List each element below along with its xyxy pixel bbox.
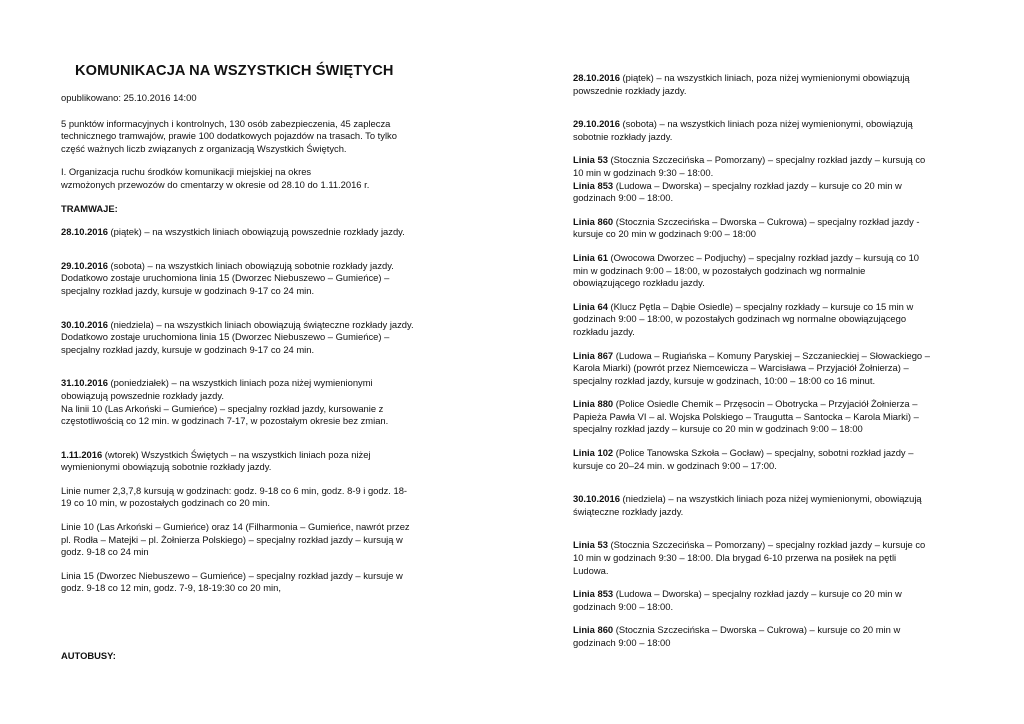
bus-line-860-sat: Linia 860 (Stocznia Szczecińska – Dworska – Cukrowa) – specjalny rozkład jazdy - kursuje co 20 min w godzinach 9:00 – 18:00 [573,215,920,240]
bus-line-853-sat: Linia 853 (Ludowa – Dworska) – specjalny rozkład jazdy – kursuje co 20 min w godzinach 9:00 – 18:00. [573,179,902,204]
bus-line-53-sun: Linia 53 (Stocznia Szczecińska – Pomorzany) – specjalny rozkład jazdy – kursuje co 10 min w godzinach 9:30 – 18:00. Dla brygad 6-10 przerwa na posiłek na pętli Ludowa. [573,539,926,576]
tram-entry-1-11: 1.11.2016 (wtorek) Wszystkich Świętych – na wszystkich liniach poza niżej wymienionymi obowiązują sobotnie rozkłady jazdy. [61,448,371,473]
right-column [573,72,965,650]
intro-paragraph: 5 punktów informacyjnych i kontrolnych, 130 osób zabezpieczenia, 45 zaplecza technicznego tramwajów, prawie 100 dodatkowych pojazdów na trasach. To tylko część ważnych liczb związanych z organizacją Wszystkich Świętych. [61,117,397,154]
bus-line-61: Linia 61 (Owocowa Dworzec – Podjuchy) – specjalny rozkład jazdy – kursują co 10 min w godzinach 9:00 – 18:00, w pozostałych godzinach wg normalnie obowiązującego rozkładu jazdy. [573,251,919,289]
tram-lines-10-14: Linie 10 (Las Arkoński – Gumieńce) oraz 14 (Filharmonia – Gumieńce, nawrót przez pl. Rodła – Matejki – pl. Żołnierza Polskiego) – specjalny rozkład jazdy – kursują w godz. 9-18 co 24 min [61,521,410,558]
tram-lines-2-3-7-8: Linie numer 2,3,7,8 kursują w godzinach: godz. 9-18 co 6 min, godz. 8-9 i godz. 18- 19 co 10 min, w pozostałych godzinach co 20 min. [61,484,408,509]
page-title: KOMUNIKACJA NA WSZYSTKICH ŚWIĘTYCH [75,63,394,79]
tram-entry-28-10: 28.10.2016 (piątek) – na wszystkich liniach obowiązują powszednie rozkłady jazdy. [61,226,405,238]
bus-line-53-sat: Linia 53 (Stocznia Szczecińska – Pomorzany) – specjalny rozkład jazdy – kursują co 10 min w godzinach 9:30 – 18:00. [573,154,926,178]
bus-line-867: Linia 867 (Ludowa – Rugiańska – Komuny Paryskiej – Szczanieckiej – Słowackiego – Karola Miarki) (powrót przez Niemcewicza – Warcisława – Przyjaciół Żołnierza) – specjalny rozkład jazdy, kursuje w godzinach, 10:00 – 18:00 co 16 minut. [573,349,930,386]
bus-entry-28-10: 28.10.2016 (piątek) – na wszystkich liniach, poza niżej wymienionymi obowiązują powszednie rozkłady jazdy. [573,72,910,96]
bus-line-880: Linia 880 (Police Osiedle Chemik – Przęsocin – Obotrycka – Przyjaciół Żołnierza – Papieża Pawła VI – al. Wojska Polskiego – Traugutta – Santocka – Karola Miarki) – specjalny rozkład jazdy – kursuje co 20 min w godzinach 9:00 – 18:00 [573,398,919,435]
bus-line-64: Linia 64 (Klucz Pętla – Dąbie Osiedle) – specjalny rozkłady – kursuje co 15 min w godzinach 9:00 – 18:00, w pozostałych godzinach wg normalne obowiązującego rozkładu jazdy. [573,300,914,337]
tram-entry-29-10: 29.10.2016 (sobota) – na wszystkich liniach obowiązują sobotnie rozkłady jazdy. Dodatkowo zostaje uruchomiona linia 15 (Dworzec Niebuszewo – Gumieńce) – specjalny rozkład jazdy, kursuje w godzinach 9-17 co 24 min. [61,259,394,296]
tram-line-15: Linia 15 (Dworzec Niebuszewo – Gumieńce) – specjalny rozkład jazdy – kursuje w godz. 9-18 co 12 min, godz. 7-9, 18-19:30 co 20 min, [61,569,403,594]
bus-line-853-sun: Linia 853 (Ludowa – Dworska) – specjalny rozkład jazdy – kursuje co 20 min w godzinach 9:00 – 18:00. [573,588,902,612]
bus-line-860-sun: Linia 860 (Stocznia Szczecińska – Dworska – Cukrowa) – kursuje co 20 min w godzinach 9:00 – 18:00 [573,624,901,648]
bus-section-header: AUTOBUSY: [61,650,116,662]
tram-entry-30-10: 30.10.2016 (niedziela) – na wszystkich liniach obowiązują świąteczne rozkłady jazdy. Dodatkowo zostaje uruchomiona linia 15 (Dworzec Niebuszewo – Gumieńce) – specjalny rozkład jazdy, kursuje w godzinach 9-17 co 24 min. [61,318,414,355]
organization-paragraph: I. Organizacja ruchu środków komunikacji miejskiej na okres wzmożonych przewozów do cmentarzy w okresie od 28.10 do 1.11.2016 r. [61,166,370,190]
left-column [61,62,456,663]
published-date: opublikowano: 25.10.2016 14:00 [61,92,197,103]
tram-section-header: TRAMWAJE: [61,202,118,214]
bus-entry-29-10: 29.10.2016 (sobota) – na wszystkich liniach poza niżej wymienionymi, obowiązują sobotnie rozkłady jazdy. [573,118,913,142]
bus-line-102: Linia 102 (Police Tanowska Szkoła – Gocław) – specjalny, sobotni rozkład jazdy – kursuje co 20–24 min. w godzinach 9:00 – 17:00. [573,447,914,471]
bus-entry-30-10: 30.10.2016 (niedziela) – na wszystkich liniach poza niżej wymienionymi, obowiązują świąteczne rozkłady jazdy. [573,493,922,517]
tram-entry-31-10: 31.10.2016 (poniedziałek) – na wszystkich liniach poza niżej wymienionymi obowiązują powszednie rozkłady jazdy. Na linii 10 (Las Arkoński – Gumieńce) – specjalny rozkład jazdy, kursowanie z częstotliwością co 12 min. w godzinach 7-17, w pozostałym okresie bez zmian. [61,377,389,427]
